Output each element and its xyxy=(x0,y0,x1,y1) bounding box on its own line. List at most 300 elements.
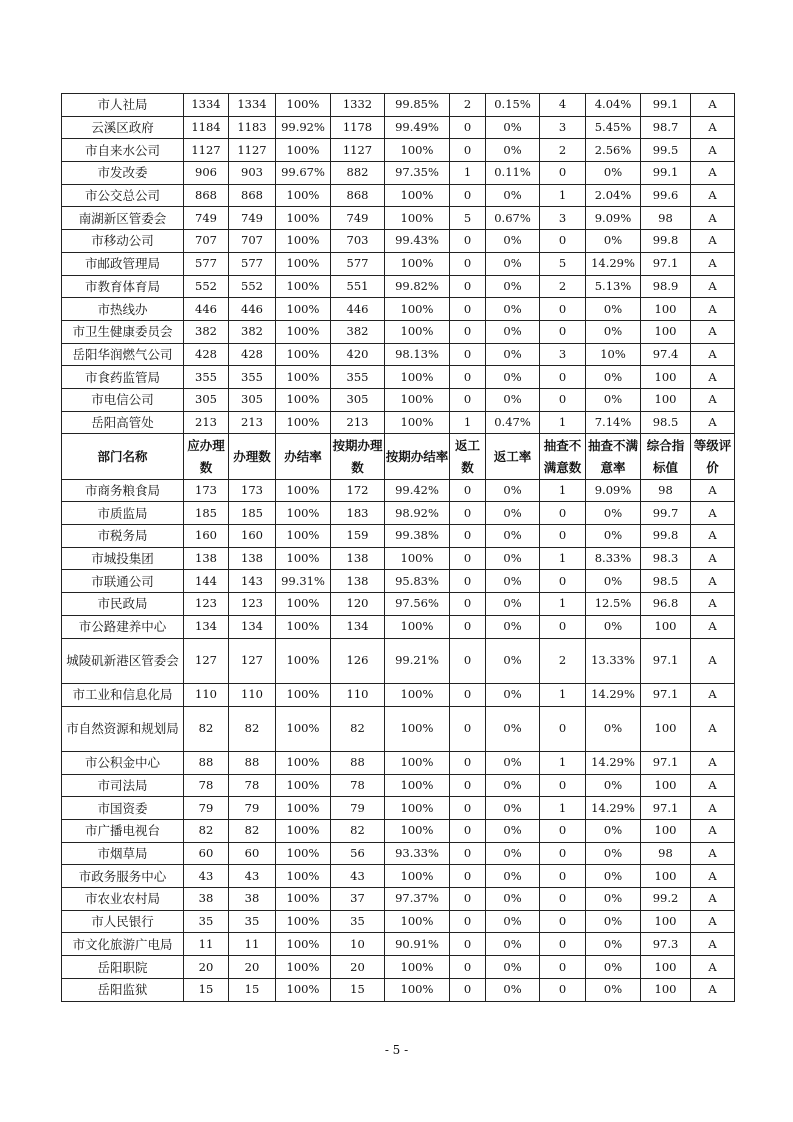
table-cell: 0 xyxy=(540,774,586,797)
table-cell: A xyxy=(691,343,735,366)
table-cell: A xyxy=(691,774,735,797)
table-cell: 35 xyxy=(184,910,229,933)
table-cell: 120 xyxy=(331,593,385,616)
table-row xyxy=(62,706,735,751)
table-cell: 0.11% xyxy=(486,162,540,185)
table-cell: 0% xyxy=(486,139,540,162)
table-row xyxy=(62,298,735,321)
table-cell: 0 xyxy=(450,525,486,548)
department-name: 市发改委 xyxy=(62,162,184,185)
table-cell: 185 xyxy=(184,502,229,525)
table-cell: 0 xyxy=(450,615,486,638)
table-cell: 1127 xyxy=(184,139,229,162)
table-cell: 82 xyxy=(184,706,229,751)
table-cell: A xyxy=(691,820,735,843)
table-cell: 100% xyxy=(276,910,331,933)
table-cell: 0 xyxy=(540,978,586,1001)
table-cell: 99.6 xyxy=(641,184,691,207)
table-cell: 0 xyxy=(540,366,586,389)
table-cell: 173 xyxy=(229,479,276,502)
table-cell: 98.92% xyxy=(385,502,450,525)
table-cell: 0 xyxy=(540,230,586,253)
department-name: 市联通公司 xyxy=(62,570,184,593)
table-cell: 98.5 xyxy=(641,411,691,434)
table-cell: 100% xyxy=(276,479,331,502)
department-name: 市公积金中心 xyxy=(62,751,184,774)
table-cell: 0 xyxy=(450,502,486,525)
table-cell: A xyxy=(691,956,735,979)
table-cell: 100% xyxy=(276,230,331,253)
table-cell: 100% xyxy=(385,139,450,162)
table-cell: 305 xyxy=(184,388,229,411)
table-cell: 749 xyxy=(184,207,229,230)
table-cell: 0 xyxy=(540,956,586,979)
table-cell: 100 xyxy=(641,615,691,638)
table-cell: 0% xyxy=(586,865,641,888)
table-cell: 99.5 xyxy=(641,139,691,162)
table-cell: 0 xyxy=(540,842,586,865)
table-cell: 0% xyxy=(586,230,641,253)
table-cell: A xyxy=(691,615,735,638)
table-row xyxy=(62,570,735,593)
table-cell: 100% xyxy=(276,888,331,911)
table-cell: 98 xyxy=(641,842,691,865)
department-name: 市电信公司 xyxy=(62,388,184,411)
table-row xyxy=(62,94,735,117)
table-cell: 5 xyxy=(450,207,486,230)
table-cell: A xyxy=(691,570,735,593)
page-number: - 5 - xyxy=(384,1043,409,1057)
table-cell: 20 xyxy=(229,956,276,979)
table-cell: 0% xyxy=(486,343,540,366)
table-row xyxy=(62,411,735,434)
table-cell: 0% xyxy=(486,820,540,843)
table-cell: 79 xyxy=(229,797,276,820)
table-cell: 100 xyxy=(641,774,691,797)
table-cell: 15 xyxy=(331,978,385,1001)
table-cell: 1334 xyxy=(229,94,276,117)
table-cell: 100% xyxy=(276,638,331,683)
table-cell: 100% xyxy=(276,411,331,434)
table-cell: 305 xyxy=(331,388,385,411)
table-cell: 0 xyxy=(540,570,586,593)
table-cell: 0% xyxy=(486,751,540,774)
table-cell: 82 xyxy=(331,820,385,843)
table-cell: 0 xyxy=(450,230,486,253)
table-cell: 382 xyxy=(229,320,276,343)
table-cell: 2 xyxy=(540,275,586,298)
table-cell: 0% xyxy=(586,774,641,797)
table-cell: 0 xyxy=(450,366,486,389)
table-cell: 0 xyxy=(450,842,486,865)
table-cell: 11 xyxy=(229,933,276,956)
table-cell: 0 xyxy=(450,933,486,956)
table-cell: 60 xyxy=(229,842,276,865)
table-cell: 143 xyxy=(229,570,276,593)
table-cell: 173 xyxy=(184,479,229,502)
table-cell: 138 xyxy=(331,547,385,570)
table-cell: 446 xyxy=(331,298,385,321)
table-cell: 134 xyxy=(229,615,276,638)
table-cell: 97.1 xyxy=(641,751,691,774)
table-cell: 0% xyxy=(486,956,540,979)
table-cell: 0% xyxy=(486,116,540,139)
table-cell: A xyxy=(691,388,735,411)
table-cell: A xyxy=(691,683,735,706)
table-cell: 172 xyxy=(331,479,385,502)
table-cell: 0 xyxy=(540,525,586,548)
table-cell: 0% xyxy=(486,502,540,525)
header-cell: 返工率 xyxy=(486,434,540,479)
table-cell: 0% xyxy=(586,842,641,865)
table-cell: 43 xyxy=(229,865,276,888)
table-cell: 100% xyxy=(385,797,450,820)
table-cell: 93.33% xyxy=(385,842,450,865)
table-cell: 78 xyxy=(184,774,229,797)
department-name: 市商务粮食局 xyxy=(62,479,184,502)
table-cell: 0% xyxy=(486,275,540,298)
table-cell: 4.04% xyxy=(586,94,641,117)
table-cell: 100 xyxy=(641,706,691,751)
table-cell: 100% xyxy=(385,910,450,933)
table-cell: A xyxy=(691,865,735,888)
table-row xyxy=(62,683,735,706)
department-name: 市卫生健康委员会 xyxy=(62,320,184,343)
table-cell: 420 xyxy=(331,343,385,366)
table-cell: 1 xyxy=(540,547,586,570)
table-cell: 100% xyxy=(276,252,331,275)
table-cell: 0 xyxy=(450,797,486,820)
table-cell: 0% xyxy=(486,570,540,593)
table-cell: 0% xyxy=(486,978,540,1001)
header-cell: 等级评价 xyxy=(691,434,735,479)
table-cell: 0 xyxy=(540,162,586,185)
table-cell: 1 xyxy=(540,411,586,434)
table-row xyxy=(62,888,735,911)
table-cell: 138 xyxy=(229,547,276,570)
table-cell: 97.56% xyxy=(385,593,450,616)
table-cell: 100% xyxy=(385,207,450,230)
table-cell: 99.8 xyxy=(641,230,691,253)
table-cell: 99.31% xyxy=(276,570,331,593)
table-cell: 0% xyxy=(586,298,641,321)
table-cell: 99.85% xyxy=(385,94,450,117)
table-cell: 20 xyxy=(331,956,385,979)
table-cell: 99.49% xyxy=(385,116,450,139)
table-cell: A xyxy=(691,638,735,683)
table-cell: 0% xyxy=(486,252,540,275)
table-cell: 552 xyxy=(229,275,276,298)
header-cell: 抽查不满意率 xyxy=(586,434,641,479)
table-cell: 305 xyxy=(229,388,276,411)
table-cell: 0 xyxy=(450,865,486,888)
table-cell: 0% xyxy=(586,615,641,638)
table-row xyxy=(62,207,735,230)
table-cell: 15 xyxy=(184,978,229,1001)
table-cell: 1 xyxy=(450,411,486,434)
table-cell: 99.38% xyxy=(385,525,450,548)
table-row xyxy=(62,275,735,298)
department-name: 市国资委 xyxy=(62,797,184,820)
header-cell: 办理数 xyxy=(229,434,276,479)
department-name: 市移动公司 xyxy=(62,230,184,253)
table-cell: 60 xyxy=(184,842,229,865)
department-name: 市政务服务中心 xyxy=(62,865,184,888)
table-cell: 0% xyxy=(486,230,540,253)
table-cell: 97.1 xyxy=(641,638,691,683)
department-name: 市文化旅游广电局 xyxy=(62,933,184,956)
table-cell: 0 xyxy=(450,547,486,570)
department-name: 岳阳监狱 xyxy=(62,978,184,1001)
table-cell: 0 xyxy=(540,820,586,843)
table-cell: 1332 xyxy=(331,94,385,117)
table-cell: 99.43% xyxy=(385,230,450,253)
table-cell: 0% xyxy=(486,366,540,389)
table-cell: 4 xyxy=(540,94,586,117)
table-cell: 98.7 xyxy=(641,116,691,139)
header-cell: 按期办结率 xyxy=(385,434,450,479)
table-cell: 355 xyxy=(229,366,276,389)
table-cell: 355 xyxy=(331,366,385,389)
table-cell: 1183 xyxy=(229,116,276,139)
table-row xyxy=(62,933,735,956)
table-cell: 213 xyxy=(184,411,229,434)
table-cell: A xyxy=(691,797,735,820)
table-cell: A xyxy=(691,842,735,865)
table-cell: 0% xyxy=(586,910,641,933)
table-cell: A xyxy=(691,94,735,117)
table-cell: 100 xyxy=(641,298,691,321)
table-cell: 134 xyxy=(331,615,385,638)
table-cell: 99.1 xyxy=(641,94,691,117)
table-row xyxy=(62,774,735,797)
table-cell: 3 xyxy=(540,207,586,230)
table-cell: A xyxy=(691,888,735,911)
table-cell: 10 xyxy=(331,933,385,956)
table-cell: 2 xyxy=(450,94,486,117)
table-cell: 0 xyxy=(450,910,486,933)
table-cell: 12.5% xyxy=(586,593,641,616)
table-cell: 99.82% xyxy=(385,275,450,298)
table-cell: 8.33% xyxy=(586,547,641,570)
table-cell: 0% xyxy=(586,978,641,1001)
department-name: 市人民银行 xyxy=(62,910,184,933)
table-cell: 0% xyxy=(586,388,641,411)
table-cell: 0 xyxy=(450,252,486,275)
table-cell: 0 xyxy=(540,320,586,343)
table-cell: 100% xyxy=(385,956,450,979)
table-cell: 100% xyxy=(276,298,331,321)
table-cell: 707 xyxy=(229,230,276,253)
table-cell: A xyxy=(691,933,735,956)
table-cell: 97.4 xyxy=(641,343,691,366)
department-name: 市烟草局 xyxy=(62,842,184,865)
table-cell: 14.29% xyxy=(586,252,641,275)
table-cell: 78 xyxy=(229,774,276,797)
table-cell: A xyxy=(691,184,735,207)
table-cell: 577 xyxy=(331,252,385,275)
table-cell: 0 xyxy=(450,683,486,706)
table-cell: 100% xyxy=(276,275,331,298)
table-cell: 99.92% xyxy=(276,116,331,139)
table-row xyxy=(62,820,735,843)
table-cell: 903 xyxy=(229,162,276,185)
department-name: 市邮政管理局 xyxy=(62,252,184,275)
table-cell: 213 xyxy=(331,411,385,434)
table-cell: 10% xyxy=(586,343,641,366)
table-cell: 0% xyxy=(586,525,641,548)
table-cell: 0.47% xyxy=(486,411,540,434)
table-cell: 100 xyxy=(641,865,691,888)
table-cell: 100% xyxy=(276,842,331,865)
table-cell: 82 xyxy=(229,820,276,843)
table-row xyxy=(62,320,735,343)
table-cell: 100 xyxy=(641,820,691,843)
table-cell: 100% xyxy=(276,615,331,638)
table-cell: 1178 xyxy=(331,116,385,139)
table-row xyxy=(62,842,735,865)
table-cell: 0 xyxy=(450,888,486,911)
department-name: 市自来水公司 xyxy=(62,139,184,162)
table-cell: 100% xyxy=(276,933,331,956)
table-cell: 0% xyxy=(486,638,540,683)
table-cell: 428 xyxy=(229,343,276,366)
table-cell: 100 xyxy=(641,320,691,343)
table-cell: 88 xyxy=(184,751,229,774)
department-name: 市自然资源和规划局 xyxy=(62,706,184,751)
department-name: 云溪区政府 xyxy=(62,116,184,139)
table-cell: 868 xyxy=(229,184,276,207)
table-cell: 99.7 xyxy=(641,502,691,525)
table-cell: 14.29% xyxy=(586,751,641,774)
table-cell: 0 xyxy=(450,116,486,139)
table-cell: A xyxy=(691,706,735,751)
table-cell: 1 xyxy=(540,479,586,502)
department-name: 市人社局 xyxy=(62,94,184,117)
department-performance-table xyxy=(61,93,735,1002)
table-cell: 99.67% xyxy=(276,162,331,185)
table-cell: A xyxy=(691,116,735,139)
table-cell: 0% xyxy=(586,502,641,525)
table-cell: 100% xyxy=(276,388,331,411)
table-cell: 100% xyxy=(276,956,331,979)
table-cell: 100% xyxy=(276,525,331,548)
table-cell: 13.33% xyxy=(586,638,641,683)
header-cell: 抽查不满意数 xyxy=(540,434,586,479)
table-cell: 0 xyxy=(540,865,586,888)
table-cell: 100% xyxy=(276,184,331,207)
table-cell: 0 xyxy=(540,910,586,933)
table-cell: 0 xyxy=(450,774,486,797)
header-cell: 办结率 xyxy=(276,434,331,479)
table-cell: 97.3 xyxy=(641,933,691,956)
table-cell: 382 xyxy=(331,320,385,343)
table-row xyxy=(62,388,735,411)
table-cell: 100% xyxy=(276,320,331,343)
table-cell: 0 xyxy=(450,638,486,683)
table-row xyxy=(62,184,735,207)
table-row xyxy=(62,910,735,933)
table-cell: 100% xyxy=(276,502,331,525)
table-cell: 0 xyxy=(450,956,486,979)
table-cell: 707 xyxy=(184,230,229,253)
header-cell: 按期办理数 xyxy=(331,434,385,479)
table-cell: A xyxy=(691,910,735,933)
table-cell: 100% xyxy=(276,94,331,117)
table-cell: 9.09% xyxy=(586,479,641,502)
table-cell: 144 xyxy=(184,570,229,593)
table-cell: 15 xyxy=(229,978,276,1001)
table-cell: 160 xyxy=(229,525,276,548)
table-cell: 0 xyxy=(450,275,486,298)
table-cell: 0 xyxy=(450,479,486,502)
table-cell: A xyxy=(691,502,735,525)
department-name: 市工业和信息化局 xyxy=(62,683,184,706)
table-cell: A xyxy=(691,479,735,502)
table-cell: 88 xyxy=(229,751,276,774)
department-name: 市食药监管局 xyxy=(62,366,184,389)
table-cell: 577 xyxy=(184,252,229,275)
table-cell: 100% xyxy=(276,774,331,797)
table-row xyxy=(62,638,735,683)
table-cell: 98.5 xyxy=(641,570,691,593)
table-cell: 0 xyxy=(540,388,586,411)
table-cell: 82 xyxy=(331,706,385,751)
table-cell: 100% xyxy=(276,978,331,1001)
table-cell: 98 xyxy=(641,207,691,230)
department-name: 市教育体育局 xyxy=(62,275,184,298)
table-cell: 0% xyxy=(586,820,641,843)
table-cell: 110 xyxy=(184,683,229,706)
table-cell: 749 xyxy=(331,207,385,230)
table-cell: 213 xyxy=(229,411,276,434)
table-cell: 126 xyxy=(331,638,385,683)
table-cell: 100% xyxy=(385,252,450,275)
table-cell: 99.42% xyxy=(385,479,450,502)
table-cell: 1127 xyxy=(229,139,276,162)
table-cell: 56 xyxy=(331,842,385,865)
table-cell: 428 xyxy=(184,343,229,366)
table-row xyxy=(62,502,735,525)
table-cell: 0% xyxy=(486,298,540,321)
table-cell: A xyxy=(691,207,735,230)
table-cell: 0% xyxy=(486,774,540,797)
table-cell: 127 xyxy=(229,638,276,683)
table-cell: 0% xyxy=(586,933,641,956)
table-cell: 100 xyxy=(641,366,691,389)
table-cell: 0% xyxy=(486,797,540,820)
table-cell: 0 xyxy=(450,139,486,162)
table-cell: 79 xyxy=(184,797,229,820)
table-cell: 100% xyxy=(385,774,450,797)
table-cell: 100% xyxy=(385,820,450,843)
department-name: 岳阳高管处 xyxy=(62,411,184,434)
table-cell: 100% xyxy=(385,184,450,207)
table-cell: 5 xyxy=(540,252,586,275)
table-cell: 0 xyxy=(450,820,486,843)
table-cell: 0 xyxy=(540,615,586,638)
table-cell: 35 xyxy=(229,910,276,933)
table-cell: A xyxy=(691,593,735,616)
table-cell: 97.1 xyxy=(641,252,691,275)
table-cell: 95.83% xyxy=(385,570,450,593)
table-cell: 100 xyxy=(641,956,691,979)
table-cell: 0% xyxy=(586,366,641,389)
department-name: 市民政局 xyxy=(62,593,184,616)
department-name: 城陵矶新港区管委会 xyxy=(62,638,184,683)
table-cell: 97.37% xyxy=(385,888,450,911)
table-cell: 14.29% xyxy=(586,683,641,706)
